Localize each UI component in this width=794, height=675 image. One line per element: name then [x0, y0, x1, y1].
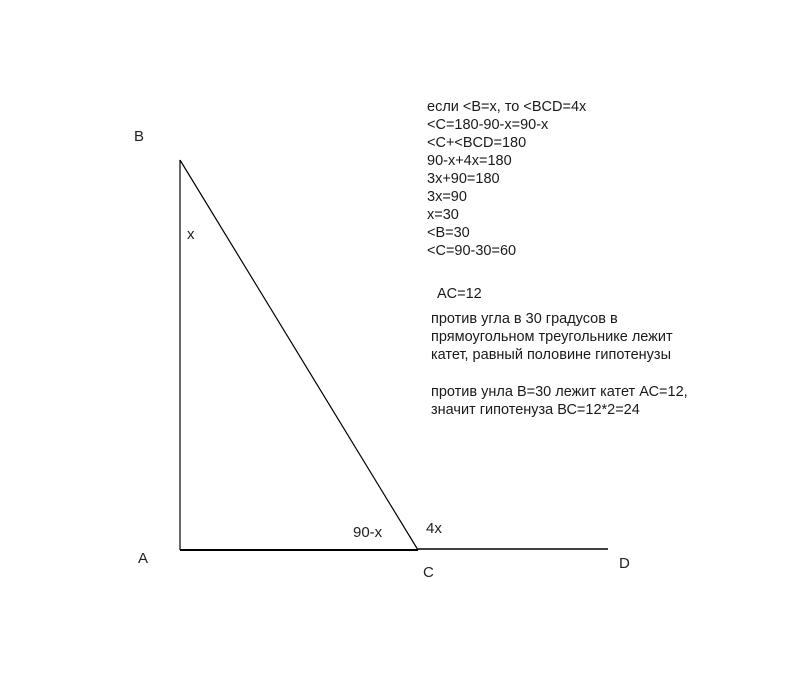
- solution-step: x=30: [427, 207, 459, 223]
- solution-steps: [427, 98, 586, 260]
- angle-B-label: x: [187, 226, 195, 243]
- conclusion-line: против унла В=30 лежит катет АС=12,: [431, 384, 688, 400]
- theorem-text: [431, 310, 673, 364]
- solution-step: <C=90-30=60: [427, 243, 517, 259]
- theorem-line: катет, равный половине гипотенузы: [431, 347, 671, 363]
- vertex-B-label: B: [134, 128, 145, 145]
- theorem-line: прямоугольном треугольнике лежит: [431, 329, 673, 345]
- vertex-A-label: A: [138, 550, 149, 567]
- vertex-D-label: D: [619, 555, 630, 572]
- conclusion-text: [431, 383, 688, 419]
- solution-step: <B=30: [427, 225, 470, 241]
- solution-step: если <B=x, то <BCD=4x: [427, 99, 587, 115]
- solution-step: 3x+90=180: [427, 171, 500, 187]
- conclusion-line: значит гипотенуза ВС=12*2=24: [431, 402, 640, 418]
- side-BC: [180, 160, 418, 550]
- angle-C-outer-label: 4x: [426, 520, 442, 537]
- solution-step: 90-x+4x=180: [427, 153, 512, 169]
- angle-C-inner-label: 90-x: [353, 524, 383, 541]
- given-ac: AC=12: [437, 286, 482, 302]
- solution-step: <C=180-90-x=90-x: [427, 117, 549, 133]
- solution-step: 3x=90: [427, 189, 467, 205]
- solution-step: <C+<BCD=180: [427, 135, 527, 151]
- vertex-C-label: C: [423, 564, 434, 581]
- theorem-line: против угла в 30 градусов в: [431, 311, 618, 327]
